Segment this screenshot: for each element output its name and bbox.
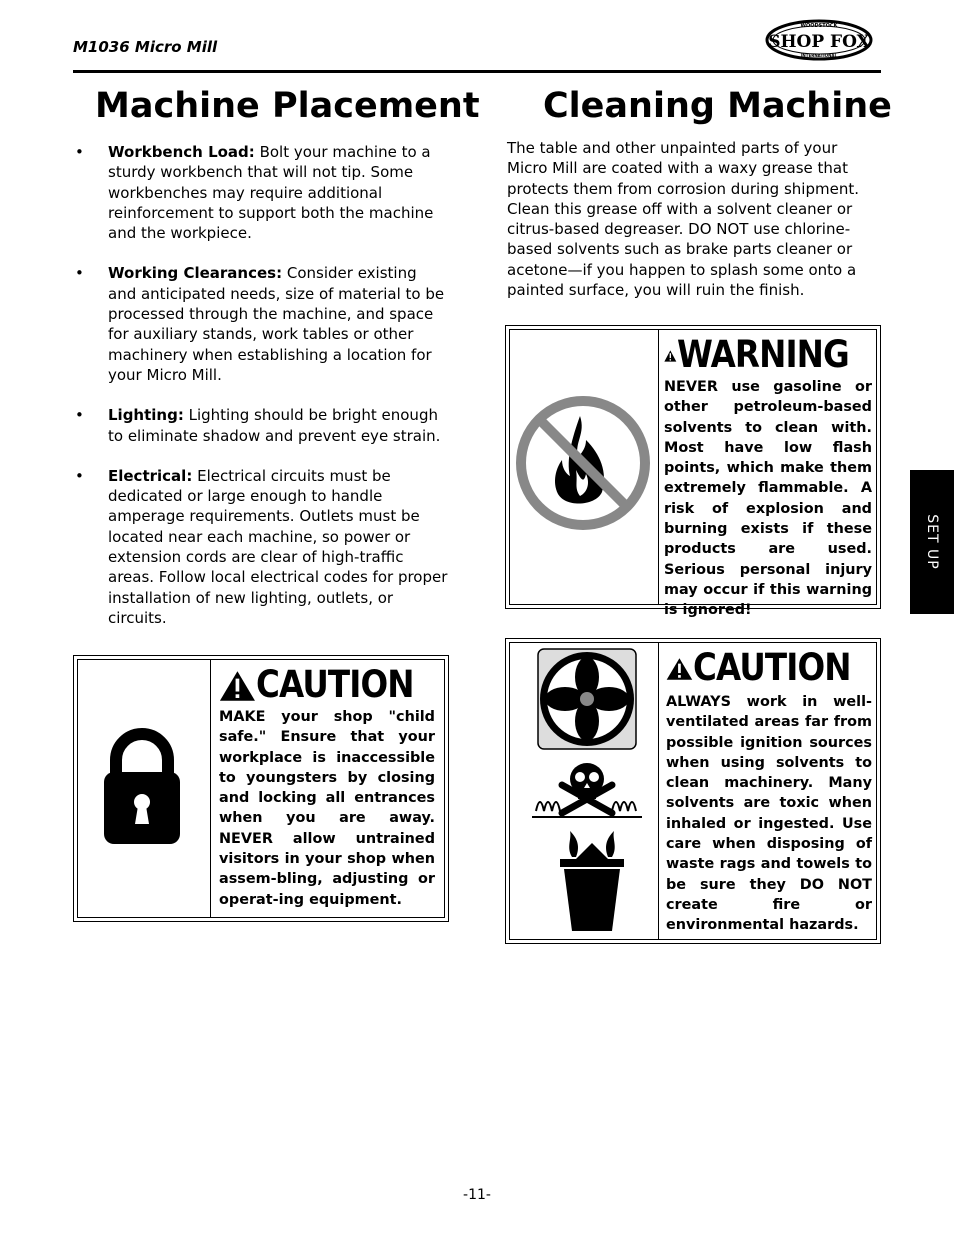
section-side-tab [910, 470, 954, 614]
machine-placement-heading: Machine Placement [95, 86, 480, 126]
list-item [73, 263, 448, 385]
warning-triangle-icon [664, 339, 677, 373]
bullet-dot: • [75, 143, 84, 161]
warning-triangle-icon [219, 669, 256, 703]
side-tab-label: SET UP [924, 514, 940, 570]
svg-text:SHOP FOX: SHOP FOX [768, 32, 870, 52]
fan-icon [536, 647, 638, 751]
bullet-label: Lighting: [108, 406, 184, 425]
caution-text: ALWAYS work in well-ventilated areas far from possible ignition sources when using solvents to clean machinery. Many solvents are toxic when inhaled or ingested. Use care when disposing of waste rags and towels to be sure they DO NOT create fire or environmental hazards. [666, 694, 872, 934]
bullet-text: Electrical circuits must be dedicated or large enough to handle amperage requirements. Outlets must be located near each machine, so power or extension cords are clear of high-traffic areas. Follow local electrical codes for proper installation of new lighting, outlets, or circuits. [108, 466, 448, 627]
bullet-label: Working Clearances: [108, 264, 283, 283]
bullet-dot: • [75, 466, 84, 485]
bullet-label: Electrical: [108, 466, 193, 485]
cleaning-machine-heading: Cleaning Machine [543, 86, 892, 126]
caution-header [666, 646, 872, 689]
placement-bullet-list [73, 142, 448, 648]
list-item [73, 466, 448, 628]
toxic-skull-icon [532, 757, 642, 819]
bullet-text: Bolt your machine to a sturdy workbench that will not tip. Some workbenches may require additional reinforcement to support both the machine and the workpiece. [108, 143, 434, 243]
list-item [73, 405, 448, 446]
svg-text:INTERNATIONAL: INTERNATIONAL [800, 53, 838, 58]
bullet-dot: • [75, 406, 84, 425]
header-rule [73, 70, 881, 73]
ventilation-caution-box [505, 638, 881, 944]
warning-title: WARNING [676, 333, 849, 376]
bullet-text: Lighting should be bright enough to eliminate shadow and prevent eye strain. [108, 406, 441, 445]
bullet-dot: • [75, 264, 84, 283]
warning-header [664, 333, 872, 376]
bullet-text: Consider existing and anticipated needs, size of material to be processed through the machine, and space for auxiliary stands, work tables or other machinery when establishing a location for your Micro Mill. [108, 264, 445, 384]
trash-can-fire-icon [556, 829, 628, 933]
document-title: M1036 Micro Mill [73, 38, 218, 56]
caution-title: CAUTION [692, 646, 851, 689]
caution-header [219, 663, 435, 706]
caution-text: MAKE your shop "child safe." Ensure that your workplace is inaccessible to youngsters by closing and locking all entrances when you are away. NEVER allow untrained visitors in your shop when assem-bling, adjusting or operat-ing equipment. [219, 709, 435, 908]
svg-text:WOODSTOCK: WOODSTOCK [800, 23, 838, 29]
shop-fox-logo [765, 18, 873, 62]
bullet-label: Workbench Load: [108, 143, 255, 161]
caution-title: CAUTION [255, 663, 414, 706]
list-item [73, 142, 448, 243]
warning-text: NEVER use gasoline or other petroleum-based solvents to clean with. Most have low flash points, which make them extremely flammable. A risk of explosion and burning exists if these products are used. Serious personal injury may occur if this warning is ignored! [664, 379, 872, 619]
no-fire-icon [516, 396, 650, 530]
page-number: -11- [463, 1187, 491, 1203]
child-safe-caution-box [73, 655, 449, 922]
flammable-warning-box [505, 325, 881, 619]
warning-triangle-icon [666, 652, 693, 686]
padlock-icon [100, 726, 184, 846]
cleaning-paragraph: The table and other unpainted parts of your Micro Mill are coated with a waxy grease that protects them from corrosion during shipment. Clean this grease off with a solvent cleaner or citrus-based degreaser. DO NOT use chlorine-based solvents such as brake parts cleaner or acetone—if you happen to splash some onto a painted surface, you will ruin the finish. [507, 139, 859, 300]
